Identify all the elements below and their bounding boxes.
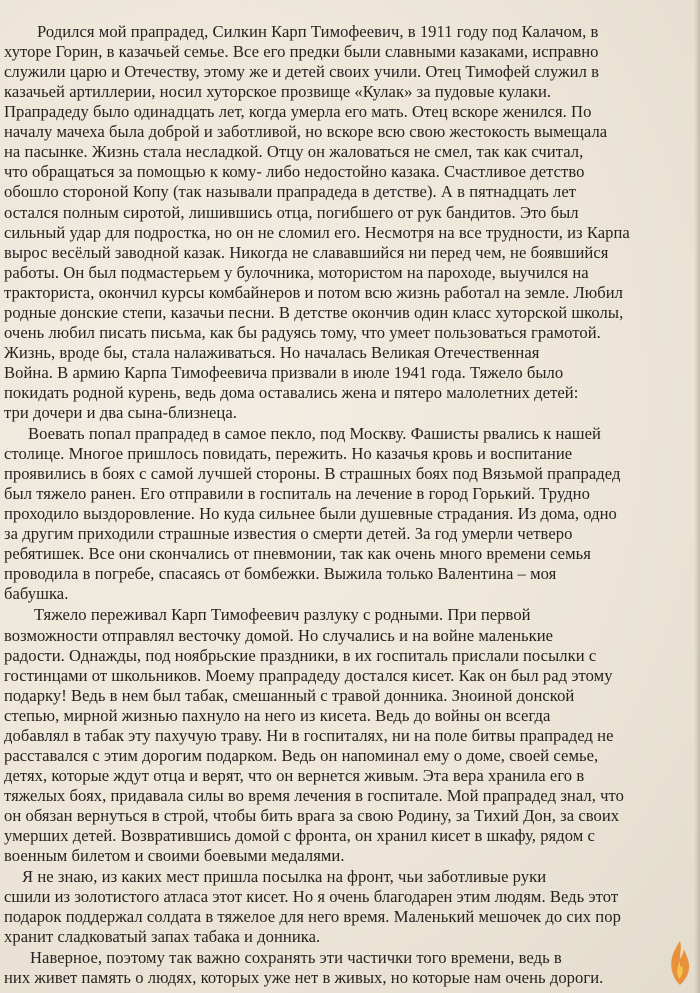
text-line: проводила в погребе, спасаясь от бомбежки. Выжила только Валентина – моя [4, 564, 557, 584]
flame-outer [671, 941, 689, 985]
text-line: вырос весёлый заводной казак. Никогда не слававшийся ни перед чем, не боявшийся [4, 242, 609, 262]
text-line: степью, мирной жизнью пахнуло на него из кисета. Ведь до войны он всегда [4, 705, 551, 725]
text-line: подарку! Ведь в нем был табак, смешанный с травой донника. Зноиной донской [4, 685, 575, 705]
text-line: родные донские степи, казачьи песни. В детстве окончив один класс хуторской школы, [4, 302, 624, 322]
text-line: умерших детей. Возвратившись домой с фронта, он хранил кисет в шкафу, рядом с [4, 826, 595, 845]
text-line: Война. В армию Карпа Тимофеевича призвали в июле 1941 года. Тяжело было [4, 362, 564, 382]
text-line: ребятишек. Все они скончались от пневмонии, так как очень много времени семья [4, 544, 591, 564]
text-line: проходило выздоровление. Но куда сильнее были душевные страдания. Из дома, одно [4, 504, 617, 524]
text-line: Воевать попал прапрадед в самое пекло, под Москву. Фашисты рвались к нашей [28, 424, 601, 443]
text-line: возможности отправлял весточку домой. Но случались и на войне маленькие [4, 625, 554, 645]
text-line: три дочери и два сына-близнеца. [4, 403, 237, 422]
text-line: Родился мой прапрадед, Силкин Карп Тимофеевич, в 1911 году под Калачом, в [37, 22, 599, 41]
text-line: очень любил писать письма, как бы радуясь тому, что умеет пользоваться грамотой. [4, 322, 601, 342]
text-line: на пасынке. Жизнь стала несладкой. Отцу он жаловаться не смел, так как считал, [4, 142, 584, 162]
text-line: покидать родной курень, ведь дома оставались жена и пятеро малолетних детей: [4, 382, 579, 402]
text-line: проявились в боях с самой лучшей стороны. В страшных боях под Вязьмой прапрадед [4, 464, 621, 484]
text-line: Наверное, поэтому так важно сохранять эти частички того времени, ведь в [30, 948, 562, 968]
text-line: началу мачеха была доброй и заботливой, но вскоре всю свою жестокость вымещала [4, 122, 608, 142]
flame-logo-icon [666, 939, 694, 987]
text-line: столице. Многое пришлось повидать, пережить. Но казачья кровь и воспитание [4, 444, 573, 464]
text-line: хранит сладковатый запах табака и донника. [4, 927, 321, 947]
text-line: хуторе Горин, в казачьей семье. Все его предки были славными казаками, исправно [4, 42, 599, 61]
text-line: казачьей артиллерии, носил хуторское прозвище «Кулак» за пудовые кулаки. [4, 82, 552, 102]
text-line: гостинцами от школьников. Моему прапрадеду достался кисет. Как он был рад этому [4, 665, 613, 685]
text-line: сшили из золотистого атласа этот кисет. Но я очень благодарен этим людям. Ведь этот [4, 887, 619, 907]
text-line: за другим приходили страшные известия о смерти детей. За год умерли четверо [4, 524, 573, 544]
text-line: добавлял в табак эту пахучую траву. Ни в госпиталях, ни на поле битвы прапрадед не [4, 725, 614, 745]
text-line: них живет память о людях, которых уже нет в живых, но которые нам очень дороги. [4, 968, 604, 988]
text-line: был тяжело ранен. Его отправили в госпиталь на лечение в город Горький. Трудно [4, 484, 590, 504]
text-line: расставался с этим дорогим подарком. Ведь он напоминал ему о доме, своей семье, [4, 745, 599, 765]
text-line: служили царю и Отечеству, этому же и детей своих учили. Отец Тимофей служил в [4, 62, 599, 82]
text-line: он обязан вернуться в строй, чтобы бить врага за свою Родину, за Тихий Дон, за своих [4, 805, 620, 825]
text-line: Жизнь, вроде бы, стала налаживаться. Но началась Великая Отечественная [4, 342, 540, 362]
text-line: подарок поддержал солдата в тяжелое для него время. Маленький мешочек до сих пор [4, 907, 621, 927]
text-line: обошло стороной Копу (так называли прапрадеда в детстве). А в пятнадцать лет [4, 182, 577, 202]
text-line: остался полным сиротой, лишившись отца, погибшего от рук бандитов. Это был [4, 202, 579, 222]
text-line: что обращаться за помощью к кому- либо недостойно казака. Счастливое детство [4, 162, 585, 182]
text-line: Я не знаю, из каких мест пришла посылка на фронт, чьи заботливые руки [22, 867, 547, 887]
text-line: военным билетом и своими боевыми медалями. [4, 846, 345, 865]
text-line: Прапрадеду было одинадцать лет, когда умерла его мать. Отец вскоре женился. По [4, 102, 592, 122]
text-line: тракториста, окончил курсы комбайнеров и потом всю жизнь работал на земле. Любил [4, 282, 623, 302]
text-line: сильный удар для подростка, но он не сломил его. Несмотря на все трудности, из Карпа [4, 222, 630, 242]
text-line: детях, которые ждут отца и верят, что он вернется живым. Эта вера хранила его в [4, 765, 585, 785]
text-line: радости. Однажды, под ноябрьские праздники, в их госпиталь прислали посылки с [4, 645, 597, 665]
text-line: работы. Он был подмастерьем у булочника, мотористом на пароходе, выучился на [4, 262, 589, 282]
page-edge-shadow [694, 0, 700, 993]
text-line: Тяжело переживал Карп Тимофеевич разлуку с родными. При первой [34, 605, 531, 625]
text-line: тяжелых боях, придавала силы во время лечения в госпитале. Мой прапрадед знал, что [4, 785, 624, 805]
text-line: бабушка. [4, 584, 69, 604]
